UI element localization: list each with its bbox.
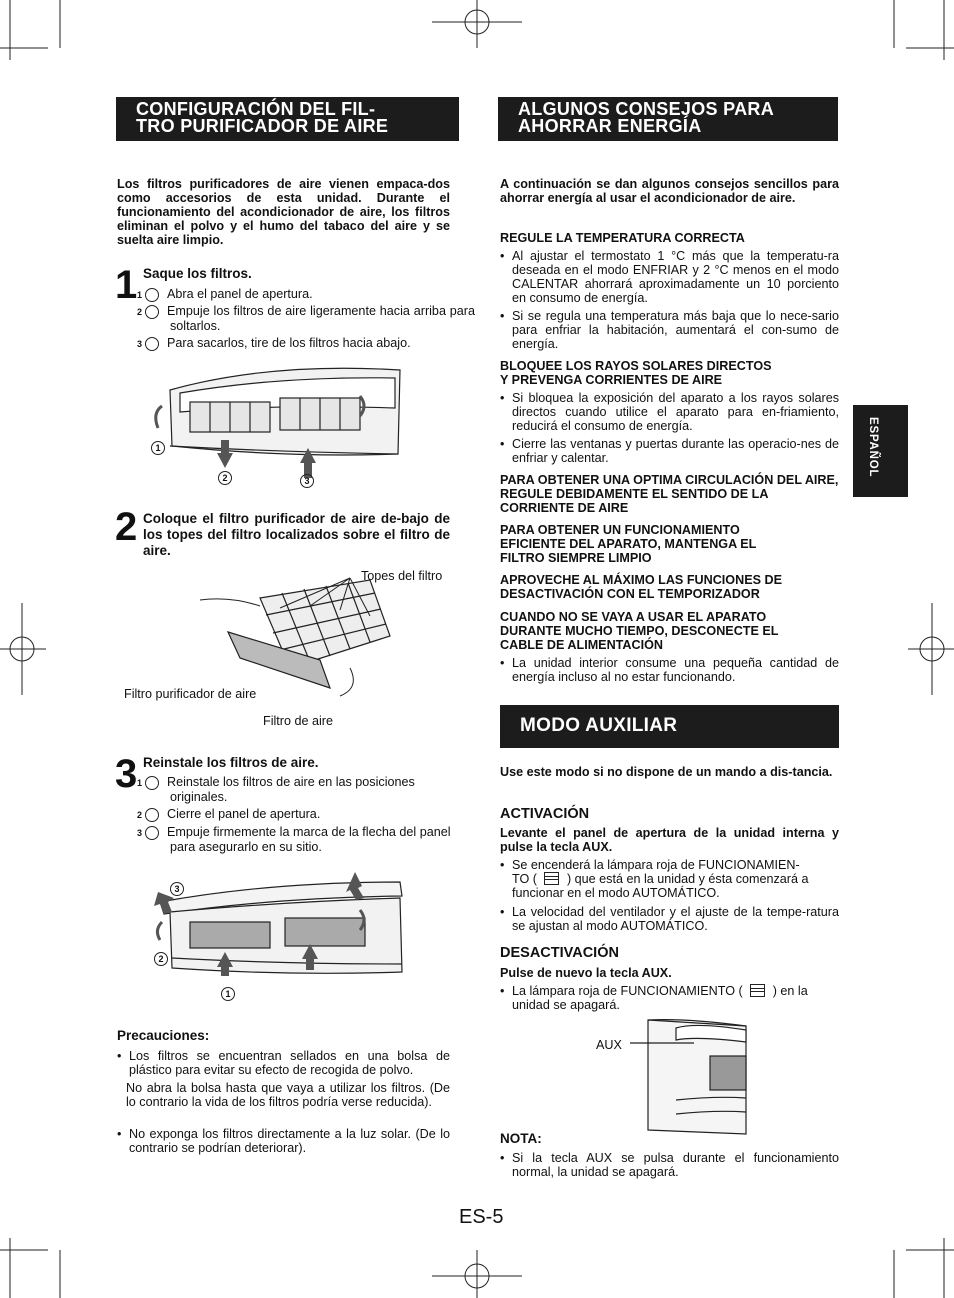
energy-intro: A continuación se dan algunos consejos sencillos para ahorrar energía al usar el acondicionador de aire.	[500, 177, 839, 205]
section-header-aux	[500, 705, 839, 748]
circled-number: 2	[145, 305, 159, 319]
act-lead: Levante el panel de apertura de la unidad interna y pulse la tecla AUX.	[500, 826, 839, 854]
filter-illustration	[200, 578, 400, 698]
lamp-icon	[750, 984, 765, 997]
nota-item: • Si la tecla AUX se pulsa durante el funcionamiento normal, la unidad se apagará.	[500, 1151, 839, 1179]
tip-item: • Al ajustar el termostato 1 °C más que la temperatu-ra deseada en el modo ENFRIAR y 2 °C menos en el modo CALENTAR ahorrará aproximadamente un 10 porciento en consumo de energía.	[500, 249, 839, 305]
step1-item: 2 Empuje los filtros de aire ligeramente hacia arriba para soltarlos.	[136, 304, 475, 333]
fig-label: 2	[154, 950, 176, 968]
act-item: • La velocidad del ventilador y el ajuste de la tempe-ratura se ajustan al modo AUTOMÁTICO.	[500, 905, 839, 933]
precaution-item: • Los filtros se encuentran sellados en una bolsa de plástico para evitar su efecto de recogida de polvo.	[117, 1049, 450, 1077]
circled-number: 1	[145, 288, 159, 302]
aux-button-illustration	[636, 1018, 746, 1134]
aux-label: AUX	[596, 1038, 622, 1052]
tip-title: BLOQUEE LOS RAYOS SOLARES DIRECTOS Y PREVENGA CORRIENTES DE AIRE	[500, 359, 772, 387]
circled-number: 2	[145, 808, 159, 822]
precaution-note: No abra la bolsa hasta que vaya a utilizar los filtros. (De lo contrario la vida de los filtros podría verse reducida).	[126, 1081, 450, 1109]
filter-intro: Los filtros purificadores de aire vienen empaca-dos como accesorios de esta unidad. Durante el funcionamiento del acondicionador de aire, los filtros eliminan el polvo y el humo del tabaco del aire y se suelta aire limpio.	[117, 177, 450, 247]
step1-title: Saque los filtros.	[143, 266, 252, 281]
tip-title: CUANDO NO SE VAYA A USAR EL APARATO DURANTE MUCHO TIEMPO, DESCONECTE EL CABLE DE ALIMENTACIÓN	[500, 610, 779, 652]
desactivacion-heading: DESACTIVACIÓN	[500, 945, 619, 961]
tip-title: APROVECHE AL MÁXIMO LAS FUNCIONES DE DESACTIVACIÓN CON EL TEMPORIZADOR	[500, 573, 782, 601]
step3-title: Reinstale los filtros de aire.	[143, 755, 319, 770]
step3-item: 2 Cierre el panel de apertura.	[136, 807, 321, 821]
section-header-energia	[498, 97, 838, 141]
tip-item: • La unidad interior consume una pequeña cantidad de energía incluso al no estar funcionando.	[500, 656, 839, 684]
header-line: ALGUNOS CONSEJOS PARA	[518, 99, 774, 119]
tip-title: PARA OBTENER UN FUNCIONAMIENTO EFICIENTE DEL APARATO, MANTENGA EL FILTRO SIEMPRE LIMPIO	[500, 523, 757, 565]
tip-item: • Cierre las ventanas y puertas durante las operacio-nes de enfriar y calentar.	[500, 437, 839, 465]
nota-title: NOTA:	[500, 1131, 542, 1146]
fig-label: 2	[218, 471, 240, 485]
lamp-icon	[544, 872, 559, 885]
header-line: CONFIGURACIÓN DEL FIL-	[136, 99, 376, 119]
tip-title: REGULE LA TEMPERATURA CORRECTA	[500, 231, 745, 245]
step1-item: 1 Abra el panel de apertura.	[136, 287, 313, 301]
des-lead: Pulse de nuevo la tecla AUX.	[500, 966, 672, 980]
step2-title: Coloque el filtro purificador de aire de-bajo de los topes del filtro localizados sobre el filtro de aire.	[143, 511, 450, 558]
label-purificador: Filtro purificador de aire	[124, 687, 257, 701]
step3-item: 1 Reinstale los filtros de aire en las posiciones originales.	[136, 775, 415, 804]
activacion-heading: ACTIVACIÓN	[500, 806, 590, 822]
act-item: • Se encenderá la lámpara roja de FUNCIONAMIEN- TO ( ) que está en la unidad y ésta comenzará a funcionar en el modo AUTOMÁTICO.	[500, 858, 839, 900]
fig-label: 1	[221, 985, 243, 1003]
tip-title: PARA OBTENER UNA OPTIMA CIRCULACIÓN DEL AIRE, REGULE DEBIDAMENTE EL SENTIDO DE LA CORRIENTE DE AIRE	[500, 473, 839, 515]
language-tab: ESPAÑOL	[853, 405, 908, 497]
fig-label: 3	[170, 880, 192, 898]
label-topes: Topes del filtro	[361, 569, 443, 583]
tip-item: • Si se regula una temperatura más baja que lo nece-sario para enfriar la habitación, aumentará el con-sumo de energía.	[500, 309, 839, 351]
header-line: TRO PURIFICADOR DE AIRE	[136, 116, 389, 136]
tip-item: • Si bloquea la exposición del aparato a los rayos solares directos cuando utilice el aparato para en-friamiento, reducirá el consumo de energía.	[500, 391, 839, 433]
header-line: MODO AUXILIAR	[520, 715, 678, 736]
step-number: 3	[115, 752, 136, 796]
step-number: 1	[115, 263, 136, 307]
label-filtro: Filtro de aire	[263, 714, 333, 728]
ac-unit-illustration	[150, 368, 410, 488]
header-line: AHORRAR ENERGÍA	[518, 116, 702, 136]
page-number: ES-5	[459, 1206, 504, 1228]
circled-number: 3	[145, 826, 159, 840]
circled-number: 3	[145, 337, 159, 351]
precaution-item: • No exponga los filtros directamente a la luz solar. (De lo contrario se podrían deteriorar).	[117, 1127, 450, 1155]
circled-number: 1	[145, 776, 159, 790]
step3-item: 3 Empuje firmemente la marca de la flecha del panel para asegurarlo en su sitio.	[136, 825, 451, 854]
step-number: 2	[115, 505, 136, 549]
precauciones-title: Precauciones:	[117, 1028, 210, 1043]
step1-item: 3 Para sacarlos, tire de los filtros hacia abajo.	[136, 336, 411, 350]
des-item: • La lámpara roja de FUNCIONAMIENTO ( ) en la unidad se apagará.	[500, 984, 839, 1012]
fig-label: 1	[151, 441, 173, 455]
aux-intro: Use este modo si no dispone de un mando a dis-tancia.	[500, 765, 833, 779]
section-header-filtro	[116, 97, 459, 141]
fig-label: 3	[300, 474, 322, 488]
